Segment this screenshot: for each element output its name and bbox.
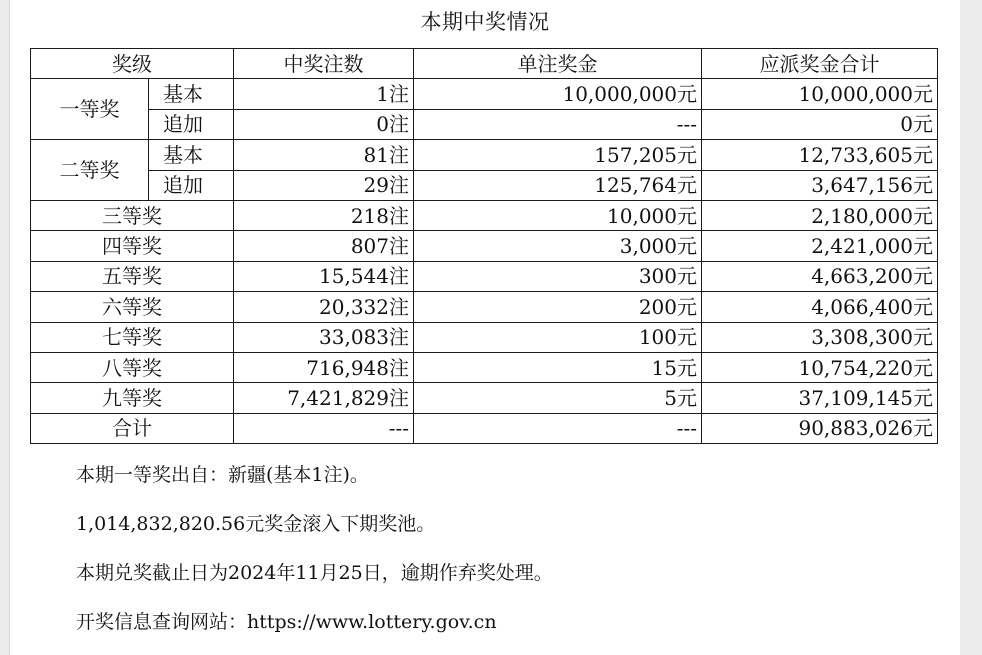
table-row xyxy=(31,140,938,170)
prize-table xyxy=(30,48,938,444)
sub-type: 追加 xyxy=(149,109,234,139)
total-prize: 4,663,200元 xyxy=(702,261,938,291)
tier-name: 五等奖 xyxy=(31,261,234,291)
table-row xyxy=(31,352,938,382)
viewer-margin xyxy=(960,0,982,655)
table-row xyxy=(31,261,938,291)
total-prize: 10,754,220元 xyxy=(702,352,938,382)
tier-name: 七等奖 xyxy=(31,322,234,352)
unit-prize: 300元 xyxy=(414,261,702,291)
table-row xyxy=(31,322,938,352)
unit-prize: 200元 xyxy=(414,292,702,322)
table-row xyxy=(31,200,938,230)
table-row xyxy=(31,79,938,109)
table-row xyxy=(31,292,938,322)
sub-type: 基本 xyxy=(149,140,234,170)
winner-count: 218注 xyxy=(234,200,414,230)
table-header-row xyxy=(31,49,938,79)
note-rollover-pool: 1,014,832,820.56元奖金滚入下期奖池。 xyxy=(76,513,436,535)
tier-name: 一等奖 xyxy=(31,79,149,140)
notes-section xyxy=(76,456,553,652)
total-prize: 2,180,000元 xyxy=(702,200,938,230)
winner-count: 81注 xyxy=(234,140,414,170)
document-page xyxy=(10,0,960,655)
tier-name: 三等奖 xyxy=(31,200,234,230)
header-count: 中奖注数 xyxy=(234,49,414,79)
tier-name: 四等奖 xyxy=(31,231,234,261)
tier-name: 九等奖 xyxy=(31,383,234,413)
sum-prize: --- xyxy=(414,413,702,443)
note-claim-deadline: 本期兑奖截止日为2024年11月25日，逾期作弃奖处理。 xyxy=(76,562,553,584)
unit-prize: 100元 xyxy=(414,322,702,352)
header-total: 应派奖金合计 xyxy=(702,49,938,79)
winner-count: 1注 xyxy=(234,79,414,109)
table-sum-row xyxy=(31,413,938,443)
header-prize: 单注奖金 xyxy=(414,49,702,79)
total-prize: 3,308,300元 xyxy=(702,322,938,352)
unit-prize: --- xyxy=(414,109,702,139)
tier-name: 八等奖 xyxy=(31,352,234,382)
winner-count: 0注 xyxy=(234,109,414,139)
total-prize: 10,000,000元 xyxy=(702,79,938,109)
unit-prize: 5元 xyxy=(414,383,702,413)
sum-count: --- xyxy=(234,413,414,443)
tier-name: 二等奖 xyxy=(31,140,149,201)
total-prize: 3,647,156元 xyxy=(702,170,938,200)
note-info-website: 开奖信息查询网站：https://www.lottery.gov.cn xyxy=(76,611,497,633)
page-title: 本期中奖情况 xyxy=(420,10,550,34)
total-prize: 4,066,400元 xyxy=(702,292,938,322)
table-row xyxy=(31,231,938,261)
winner-count: 15,544注 xyxy=(234,261,414,291)
total-prize: 2,421,000元 xyxy=(702,231,938,261)
table-row xyxy=(31,170,938,200)
sum-label: 合计 xyxy=(31,413,234,443)
note-first-prize-origin: 本期一等奖出自：新疆(基本1注)。 xyxy=(76,464,369,486)
table-row xyxy=(31,383,938,413)
sub-type: 追加 xyxy=(149,170,234,200)
tier-name: 六等奖 xyxy=(31,292,234,322)
winner-count: 33,083注 xyxy=(234,322,414,352)
sub-type: 基本 xyxy=(149,79,234,109)
winner-count: 716,948注 xyxy=(234,352,414,382)
winner-count: 20,332注 xyxy=(234,292,414,322)
unit-prize: 15元 xyxy=(414,352,702,382)
sum-total: 90,883,026元 xyxy=(702,413,938,443)
unit-prize: 10,000,000元 xyxy=(414,79,702,109)
unit-prize: 10,000元 xyxy=(414,200,702,230)
winner-count: 7,421,829注 xyxy=(234,383,414,413)
total-prize: 12,733,605元 xyxy=(702,140,938,170)
table-row xyxy=(31,109,938,139)
winner-count: 29注 xyxy=(234,170,414,200)
unit-prize: 125,764元 xyxy=(414,170,702,200)
unit-prize: 3,000元 xyxy=(414,231,702,261)
unit-prize: 157,205元 xyxy=(414,140,702,170)
total-prize: 37,109,145元 xyxy=(702,383,938,413)
winner-count: 807注 xyxy=(234,231,414,261)
header-level: 奖级 xyxy=(31,49,234,79)
total-prize: 0元 xyxy=(702,109,938,139)
